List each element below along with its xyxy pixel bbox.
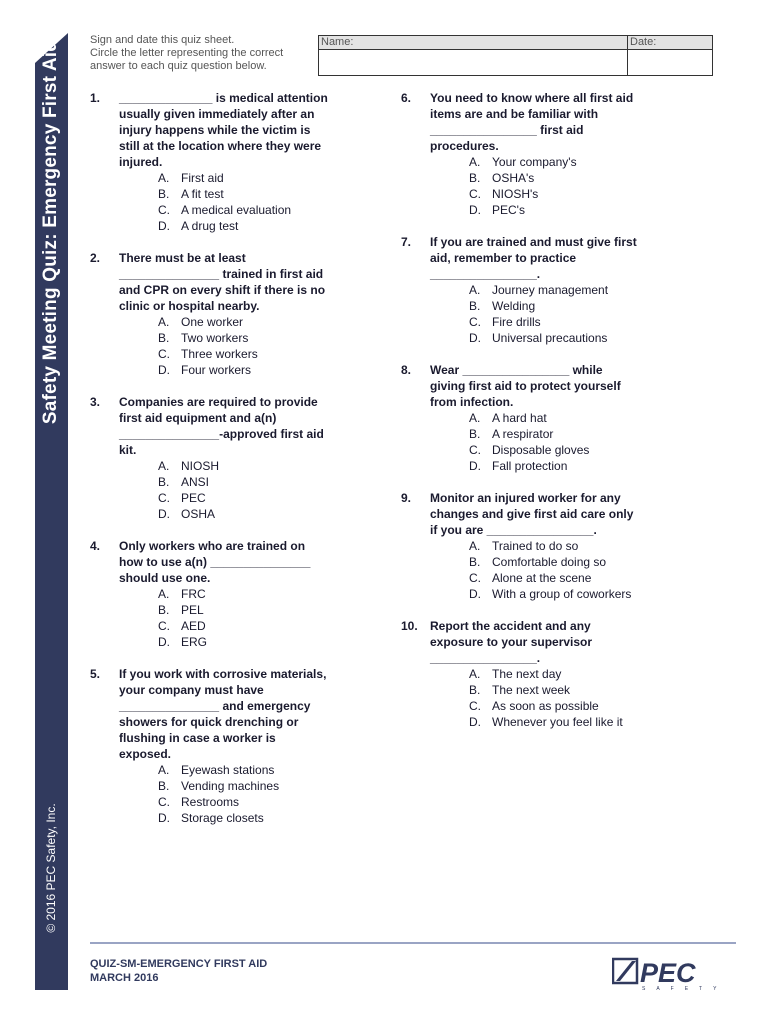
question-text: Wear ________________ while giving first aid to protect yourself from infection. <box>430 363 621 409</box>
answer-option[interactable] <box>469 410 641 426</box>
answer-option[interactable] <box>469 458 641 474</box>
answer-option[interactable] <box>469 666 641 682</box>
option-text: Journey management <box>492 283 609 297</box>
option-text: Welding <box>492 299 536 313</box>
option-letter: D. <box>158 507 170 521</box>
answer-option[interactable] <box>469 442 641 458</box>
option-letter: A. <box>158 171 170 185</box>
option-text: Storage closets <box>181 811 264 825</box>
option-text: PEC <box>181 491 206 505</box>
option-letter: A. <box>158 315 170 329</box>
question-text: Only workers who are trained on how to use a(n) _______________ should use one. <box>119 539 311 585</box>
answer-option[interactable] <box>469 202 641 218</box>
logo-slash <box>616 961 636 981</box>
answer-option[interactable] <box>469 426 641 442</box>
option-text: With a group of coworkers <box>492 587 632 601</box>
answer-option[interactable] <box>469 170 641 186</box>
option-text: Whenever you feel like it <box>492 715 623 729</box>
instruction-line: Circle the letter representing the correct <box>90 47 284 59</box>
question-number: 8. <box>401 363 412 377</box>
option-letter: C. <box>469 699 481 713</box>
option-text: Universal precautions <box>492 331 608 345</box>
option-letter: B. <box>158 603 170 617</box>
footer-rule <box>90 942 736 944</box>
option-text: Alone at the scene <box>492 571 592 585</box>
copyright-text: © 2016 PEC Safety, Inc. <box>44 803 58 933</box>
option-letter: A. <box>469 283 481 297</box>
option-letter: D. <box>469 203 481 217</box>
answer-options <box>158 762 330 826</box>
answer-option[interactable] <box>158 218 330 234</box>
option-text: As soon as possible <box>492 699 599 713</box>
answer-option[interactable] <box>469 698 641 714</box>
date-label: Date: <box>630 36 657 48</box>
option-letter: B. <box>469 427 481 441</box>
option-text: Fire drills <box>492 315 541 329</box>
option-text: A hard hat <box>492 411 547 425</box>
answer-option[interactable] <box>469 282 641 298</box>
option-letter: B. <box>469 683 481 697</box>
instructions <box>90 34 300 73</box>
answer-option[interactable] <box>469 554 641 570</box>
answer-options <box>158 586 330 650</box>
answer-options <box>469 666 641 730</box>
answer-option[interactable] <box>158 778 330 794</box>
option-text: First aid <box>181 171 224 185</box>
option-text: A medical evaluation <box>181 203 292 217</box>
option-letter: D. <box>469 459 481 473</box>
answer-option[interactable] <box>158 810 330 826</box>
option-text: Eyewash stations <box>181 763 275 777</box>
question-line <box>401 618 641 666</box>
question-line <box>90 538 330 586</box>
option-letter: A. <box>158 763 170 777</box>
name-label: Name: <box>321 36 354 48</box>
question-number: 5. <box>90 667 101 681</box>
answer-options <box>158 170 330 234</box>
option-text: One worker <box>181 315 244 329</box>
option-text: The next week <box>492 683 571 697</box>
option-letter: A. <box>469 539 481 553</box>
answer-option[interactable] <box>158 474 330 490</box>
option-letter: B. <box>469 299 481 313</box>
answer-option[interactable] <box>469 682 641 698</box>
answer-option[interactable] <box>469 154 641 170</box>
option-letter: C. <box>469 187 481 201</box>
question-line <box>90 250 330 314</box>
option-letter: D. <box>158 811 170 825</box>
option-text: Comfortable doing so <box>492 555 607 569</box>
date-field[interactable] <box>629 50 711 75</box>
answer-options <box>158 314 330 378</box>
answer-option[interactable] <box>158 458 330 474</box>
answer-option[interactable] <box>158 490 330 506</box>
question-number: 10. <box>401 619 418 633</box>
question-number: 2. <box>90 251 101 265</box>
option-letter: B. <box>158 779 170 793</box>
question-number: 4. <box>90 539 101 553</box>
question-number: 1. <box>90 91 101 105</box>
instruction-line: answer to each quiz question below. <box>90 60 267 72</box>
option-letter: D. <box>469 587 481 601</box>
answer-option[interactable] <box>469 314 641 330</box>
option-text: Fall protection <box>492 459 568 473</box>
option-letter: D. <box>158 219 170 233</box>
answer-options <box>469 154 641 218</box>
option-text: Disposable gloves <box>492 443 590 457</box>
quiz-question <box>90 538 330 650</box>
answer-option[interactable] <box>469 586 641 602</box>
question-number: 3. <box>90 395 101 409</box>
question-text: If you are trained and must give first aid, remember to practice ________________. <box>430 235 637 281</box>
name-field[interactable] <box>319 50 625 75</box>
question-line <box>90 90 330 170</box>
answer-options <box>469 538 641 602</box>
option-text: OSHA <box>181 507 216 521</box>
option-text: Two workers <box>181 331 249 345</box>
option-letter: B. <box>158 475 170 489</box>
option-letter: B. <box>158 187 170 201</box>
answer-options <box>469 410 641 474</box>
option-letter: A. <box>469 411 481 425</box>
answer-option[interactable] <box>158 618 330 634</box>
answer-option[interactable] <box>158 602 330 618</box>
quiz-question <box>90 666 330 826</box>
option-letter: C. <box>469 443 481 457</box>
question-line <box>90 666 330 762</box>
answer-option[interactable] <box>158 314 330 330</box>
option-text: NIOSH <box>181 459 220 473</box>
pec-logo <box>612 955 737 991</box>
option-letter: B. <box>469 171 481 185</box>
option-letter: A. <box>158 459 170 473</box>
option-letter: C. <box>158 795 170 809</box>
option-text: OSHA's <box>492 171 535 185</box>
questions-right-column <box>401 90 641 746</box>
question-text: If you work with corrosive materials, your company must have _______________ and emergency showers for quick drenching or flushing in case a worker is exposed. <box>119 667 327 761</box>
question-line <box>401 234 641 282</box>
option-letter: D. <box>469 331 481 345</box>
quiz-question <box>90 250 330 378</box>
footer <box>90 957 267 985</box>
answer-option[interactable] <box>158 506 330 522</box>
option-letter: C. <box>158 347 170 361</box>
option-text: A respirator <box>492 427 554 441</box>
table-divider <box>627 36 628 75</box>
footer-code: QUIZ-SM-EMERGENCY FIRST AID <box>90 958 268 970</box>
question-text: Monitor an injured worker for any changes and give first aid care only if you are ________________. <box>430 491 634 537</box>
option-text: AED <box>181 619 206 633</box>
answer-options <box>158 458 330 522</box>
option-letter: D. <box>158 363 170 377</box>
option-letter: B. <box>158 331 170 345</box>
option-text: Your company's <box>492 155 577 169</box>
option-letter: C. <box>158 203 170 217</box>
answer-option[interactable] <box>158 330 330 346</box>
question-line <box>401 90 641 154</box>
option-letter: A. <box>469 155 481 169</box>
answer-option[interactable] <box>158 170 330 186</box>
answer-option[interactable] <box>158 634 330 650</box>
option-letter: D. <box>158 635 170 649</box>
answer-options <box>469 282 641 346</box>
option-text: ANSI <box>181 475 210 489</box>
question-text: Companies are required to provide first aid equipment and a(n) _______________-approved first aid kit. <box>119 395 324 457</box>
option-letter: A. <box>469 667 481 681</box>
option-text: NIOSH's <box>492 187 539 201</box>
answer-option[interactable] <box>469 714 641 730</box>
quiz-question <box>401 90 641 218</box>
question-text: There must be at least _______________ trained in first aid and CPR on every shift if there is no clinic or hospital nearby. <box>119 251 326 313</box>
quiz-question <box>401 618 641 730</box>
option-text: Vending machines <box>181 779 280 793</box>
quiz-question <box>401 234 641 346</box>
option-text: PEC's <box>492 203 525 217</box>
answer-option[interactable] <box>158 186 330 202</box>
question-text: You need to know where all first aid items are and be familiar with ________________ first aid procedures. <box>430 91 634 153</box>
logo-subtext: SAFETY <box>642 986 728 991</box>
question-line <box>401 490 641 538</box>
option-text: PEL <box>181 603 204 617</box>
option-text: A fit test <box>181 187 224 201</box>
option-text: FRC <box>181 587 206 601</box>
sidebar-title: Safety Meeting Quiz: Emergency First Aid <box>40 39 61 425</box>
answer-option[interactable] <box>469 570 641 586</box>
question-line <box>401 362 641 410</box>
option-text: A drug test <box>181 219 239 233</box>
answer-option[interactable] <box>158 202 330 218</box>
answer-option[interactable] <box>158 762 330 778</box>
footer-date: MARCH 2016 <box>90 972 159 984</box>
answer-option[interactable] <box>158 586 330 602</box>
option-letter: C. <box>158 491 170 505</box>
option-text: Trained to do so <box>492 539 579 553</box>
question-text: Report the accident and any exposure to your supervisor ________________. <box>430 619 593 665</box>
answer-option[interactable] <box>158 362 330 378</box>
option-letter: C. <box>158 619 170 633</box>
question-number: 9. <box>401 491 412 505</box>
option-text: The next day <box>492 667 562 681</box>
option-letter: C. <box>469 315 481 329</box>
answer-option[interactable] <box>469 330 641 346</box>
option-text: Three workers <box>181 347 258 361</box>
answer-option[interactable] <box>469 538 641 554</box>
answer-option[interactable] <box>158 346 330 362</box>
option-letter: B. <box>469 555 481 569</box>
answer-option[interactable] <box>469 298 641 314</box>
quiz-question <box>401 490 641 602</box>
quiz-question <box>90 394 330 522</box>
question-line <box>90 394 330 458</box>
option-letter: A. <box>158 587 170 601</box>
option-letter: C. <box>469 571 481 585</box>
answer-option[interactable] <box>158 794 330 810</box>
option-text: Restrooms <box>181 795 240 809</box>
quiz-question <box>401 362 641 474</box>
option-text: Four workers <box>181 363 252 377</box>
logo-wordmark: PEC <box>640 958 696 988</box>
name-date-table <box>318 35 713 76</box>
question-number: 6. <box>401 91 412 105</box>
question-number: 7. <box>401 235 412 249</box>
option-letter: D. <box>469 715 481 729</box>
answer-option[interactable] <box>469 186 641 202</box>
quiz-question <box>90 90 330 234</box>
question-text: ______________ is medical attention usually given immediately after an injury happens while the victim is still at the location where they were injured. <box>119 91 328 169</box>
instruction-line: Sign and date this quiz sheet. <box>90 34 235 46</box>
questions-left-column <box>90 90 330 842</box>
option-text: ERG <box>181 635 208 649</box>
